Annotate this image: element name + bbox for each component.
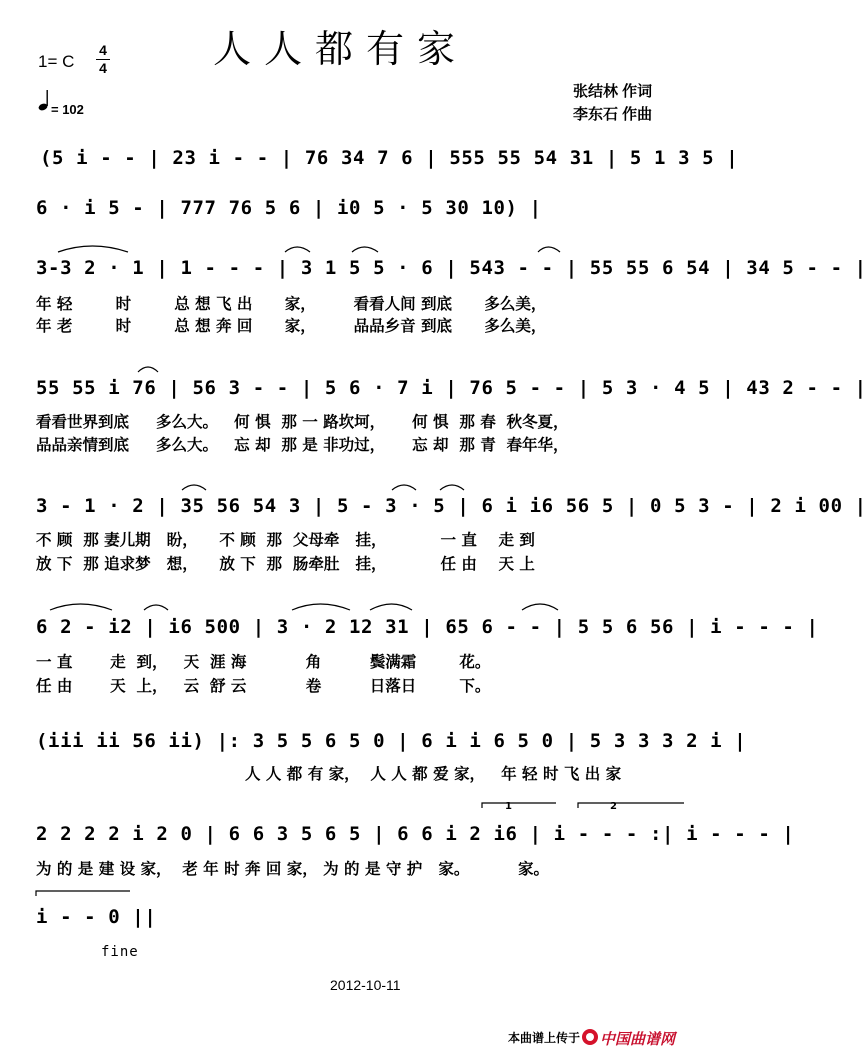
key-signature: 1= C [38,52,75,71]
notation-row-2: 6 · i 5 - | 777 76 5 6 | i0 5 · 5 30 10) | [36,197,542,219]
quarter-note-icon [38,89,50,111]
notation-row-7: (iii ii 56 ii) |: 3 5 5 6 5 0 | 6 i i 6 5 0 | 5 3 3 3 2 i | [36,730,747,752]
time-signature-top: 4 [99,42,107,58]
lyric-row-5-verse-1: 不 顾 那 妻儿期 盼， 不 顾 那 父母牵 挂， 一 直 走 到 [36,531,535,549]
song-title: 人人都有家 [213,27,469,71]
lyric-row-8: 为 的 是 建 设 家， 老 年 时 奔 回 家， 为 的 是 守 护 家。 家。 [36,860,549,878]
tempo-marking: = 102 [51,102,84,117]
lyric-row-6-verse-2: 任 由 天 上， 云 舒 云 卷 日落日 下。 [36,677,491,695]
lyric-row-6-verse-1: 一 直 走 到， 天 涯 海 角 鬓满霜 花。 [36,653,491,671]
notation-row-5: 3 - 1 · 2 | 35 56 54 3 | 5 - 3 · 5 | 6 i i6 56 5 | 0 5 3 - | 2 i 00 | [36,495,867,517]
site-brand-logo: 中国曲谱网 [600,1030,676,1048]
site-logo-icon [582,1029,598,1045]
lyricist-credit: 张结林 作词 [573,83,653,100]
lyric-row-4-verse-2: 品品亲情到底 多么大。 忘 却 那 是 非功过， 忘 却 那 青 春年华， [36,436,569,454]
lyric-row-4-verse-1: 看看世界到底 多么大。 何 惧 那 一 路坎坷， 何 惧 那 春 秋冬夏， [36,413,569,431]
notation-row-1: (5 i - - | 23 i - - | 76 34 7 6 | 555 55 54 31 | 5 1 3 5 | [40,147,739,169]
notation-row-6: 6 2 - i2 | i6 500 | 3 · 2 12 31 | 65 6 - - | 5 5 6 56 | i - - - | [36,616,819,638]
composer-credit: 李东石 作曲 [573,106,653,123]
lyric-row-7: 人 人 都 有 家， 人 人 都 爱 家， 年 轻 时 飞 出 家 [245,765,622,783]
notation-row-3: 3-3 2 · 1 | 1 - - - | 3 1 5 5 · 6 | 543 - - | 55 55 6 54 | 34 5 - - | [36,257,867,279]
notation-row-4: 55 55 i 76 | 56 3 - - | 5 6 · 7 i | 76 5 - - | 5 3 · 4 5 | 43 2 - - | [36,377,867,399]
upload-text: 本曲谱上传于 [508,1031,581,1045]
lyric-row-3-verse-1: 年 轻 时 总 想 飞 出 家， 看看人间 到底 多么美， [36,295,547,313]
first-ending-label: 1 [505,801,512,812]
lyric-row-5-verse-2: 放 下 那 追求梦 想， 放 下 那 肠牵肚 挂， 任 由 天 上 [36,555,535,573]
notation-row-8: 2 2 2 2 i 2 0 | 6 6 3 5 6 5 | 6 6 i 2 i6 | i - - - :| i - - - | [36,823,795,845]
time-signature [96,43,110,76]
notation-row-9: i - - 0 || [36,906,157,928]
time-signature-bottom: 4 [99,60,107,76]
second-ending-label: 2 [610,801,617,812]
date-stamp: 2012-10-11 [330,977,401,993]
fine-marking: fine [101,944,139,960]
lyric-row-3-verse-2: 年 老 时 总 想 奔 回 家， 品品乡音 到底 多么美， [36,317,547,335]
